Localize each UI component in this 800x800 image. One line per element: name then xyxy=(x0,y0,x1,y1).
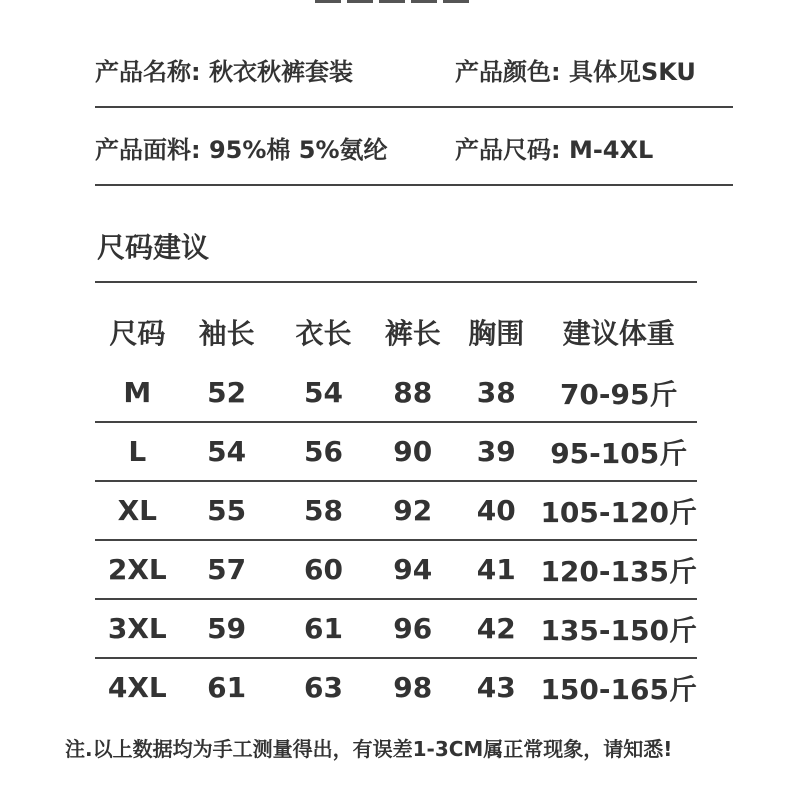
table-cell: 105-120斤 xyxy=(540,495,697,529)
header-size: 尺码 xyxy=(109,317,166,350)
table-cell: M xyxy=(123,376,152,409)
product-fabric: 产品面料: 95%棉 5%氨纶 xyxy=(95,136,388,164)
table-cell: 41 xyxy=(476,553,516,586)
table-cell: 150-165斤 xyxy=(540,672,697,706)
table-cell: 120-135斤 xyxy=(540,554,697,588)
table-cell: 98 xyxy=(393,671,433,704)
table-row xyxy=(95,658,697,716)
table-cell: 59 xyxy=(207,612,247,645)
header-weight: 建议体重 xyxy=(562,317,675,350)
table-row xyxy=(95,540,697,599)
table-cell: 38 xyxy=(476,376,516,409)
table-row xyxy=(95,364,697,422)
title-divider xyxy=(95,281,697,283)
header-chest: 胸围 xyxy=(468,317,525,350)
table-cell: 94 xyxy=(393,553,433,586)
table-row xyxy=(95,481,697,540)
header-pants-length: 裤长 xyxy=(384,317,441,350)
table-cell: 56 xyxy=(304,435,343,468)
table-cell: 61 xyxy=(304,612,343,645)
header-top-length: 衣长 xyxy=(295,317,352,350)
table-row xyxy=(95,599,697,658)
table-cell: 2XL xyxy=(107,553,167,586)
table-header-row xyxy=(95,300,697,364)
product-color: 产品颜色: 具体见SKU xyxy=(455,58,696,86)
table-cell: 4XL xyxy=(107,671,167,704)
product-info-row-1 xyxy=(95,30,733,108)
table-cell: 135-150斤 xyxy=(540,613,697,647)
table-cell: 92 xyxy=(393,494,433,527)
table-cell: 70-95斤 xyxy=(559,377,678,411)
size-table xyxy=(95,300,697,716)
table-cell: 43 xyxy=(476,671,516,704)
table-cell: 60 xyxy=(304,553,343,586)
size-guide-title: 尺码建议 xyxy=(97,231,210,264)
table-cell: 39 xyxy=(476,435,516,468)
table-cell: 95-105斤 xyxy=(550,436,688,470)
table-cell: 88 xyxy=(393,376,433,409)
table-cell: XL xyxy=(117,494,158,527)
table-cell: 58 xyxy=(304,494,343,527)
product-size-range: 产品尺码: M-4XL xyxy=(455,136,654,164)
table-cell: 54 xyxy=(304,376,343,409)
table-row xyxy=(95,422,697,481)
table-cell: 42 xyxy=(476,612,516,645)
product-info-row-2 xyxy=(95,108,733,186)
table-cell: 40 xyxy=(476,494,516,527)
table-cell: 96 xyxy=(393,612,433,645)
table-cell: 55 xyxy=(207,494,247,527)
table-cell: 61 xyxy=(207,671,247,704)
table-cell: 63 xyxy=(304,671,343,704)
table-cell: 57 xyxy=(207,553,247,586)
product-name: 产品名称: 秋衣秋裤套装 xyxy=(95,58,353,86)
table-cell: 3XL xyxy=(107,612,167,645)
cropped-top-heading xyxy=(315,0,500,3)
table-cell: 90 xyxy=(393,435,433,468)
table-cell: L xyxy=(128,435,147,468)
table-cell: 54 xyxy=(207,435,247,468)
header-sleeve-length: 袖长 xyxy=(198,317,255,350)
table-cell: 52 xyxy=(207,376,247,409)
measurement-note: 注.以上数据均为手工测量得出，有误差1-3CM属正常现象，请知悉! xyxy=(65,737,673,761)
